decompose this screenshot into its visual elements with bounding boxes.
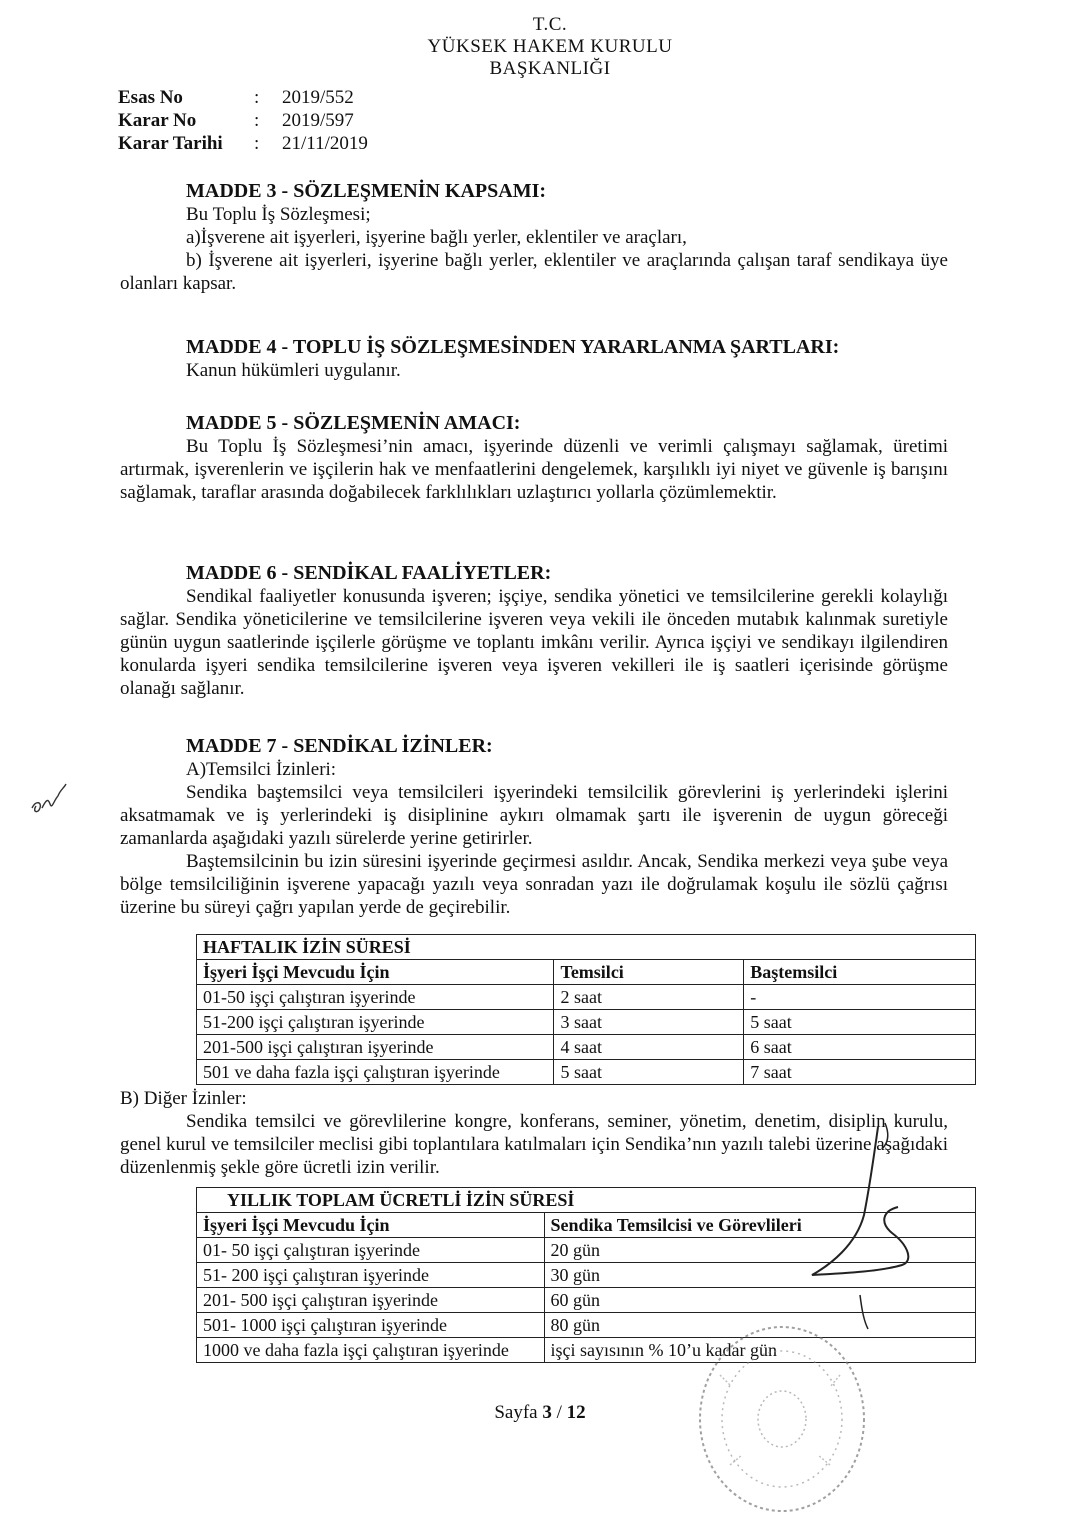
table-cell: - <box>744 985 976 1010</box>
article-5 <box>120 412 948 504</box>
annual-paid-leave-table-title: YILLIK TOPLAM ÜCRETLİ İZİN SÜRESİ <box>197 1188 976 1213</box>
table-row <box>197 1238 976 1263</box>
meta-colon: : <box>254 133 260 154</box>
decision-number-row <box>118 109 368 132</box>
total-pages: 12 <box>566 1402 586 1423</box>
table-row <box>197 1035 976 1060</box>
annual-paid-leave-table <box>196 1187 976 1363</box>
weekly-leave-table <box>196 934 976 1085</box>
table-header-cell: İşyeri İşçi Mevcudu İçin <box>197 960 554 985</box>
article-6-title: MADDE 6 - SENDİKAL FAALİYETLER: <box>186 562 552 584</box>
table-cell: 7 saat <box>744 1060 976 1085</box>
table-cell: 60 gün <box>544 1288 975 1313</box>
decision-date-row <box>118 132 368 155</box>
table-header-cell: Baştemsilci <box>744 960 976 985</box>
table-cell: 01- 50 işçi çalıştıran işyerinde <box>197 1238 545 1263</box>
table-row <box>197 1338 976 1363</box>
table-cell: 3 saat <box>554 1010 744 1035</box>
header-tc: T.C. <box>532 14 568 35</box>
table-cell: işçi sayısının % 10’u kadar gün <box>544 1338 975 1363</box>
article-7-section-b <box>120 1087 948 1179</box>
page-number-separator: / <box>551 1402 567 1423</box>
case-number-value: 2019/552 <box>282 87 354 108</box>
decision-date-value: 21/11/2019 <box>282 133 368 154</box>
page-number-prefix: Sayfa <box>494 1402 543 1423</box>
meta-colon: : <box>254 110 260 131</box>
article-4 <box>120 336 948 382</box>
table-row <box>197 1313 976 1338</box>
document-header <box>360 14 740 80</box>
article-7 <box>120 735 948 919</box>
case-number-row <box>118 86 368 109</box>
table-title-row <box>197 1188 976 1213</box>
table-cell: 30 gün <box>544 1263 975 1288</box>
table-row <box>197 1060 976 1085</box>
table-row <box>197 1263 976 1288</box>
table-cell: 501 ve daha fazla işçi çalıştıran işyerinde <box>197 1060 554 1085</box>
table-header-cell: Sendika Temsilcisi ve Görevlileri <box>544 1213 975 1238</box>
article-7-section-a-paragraph-2: Baştemsilcinin bu izin süresini işyerinde geçirmesi asıldır. Ancak, Sendika merkezi veya şube veya bölge temsilciliğinin işverene yapacağı yazılı veya sonradan yazı ile doğrulamak koşulu ile sözlü çağrısı üzerine bu süreyi çağrı yapılan yerde de geçirebilir. <box>120 851 948 918</box>
weekly-leave-table-title: HAFTALIK İZİN SÜRESİ <box>197 935 976 960</box>
case-info <box>118 86 368 155</box>
table-cell: 5 saat <box>554 1060 744 1085</box>
table-cell: 201- 500 işçi çalıştıran işyerinde <box>197 1288 545 1313</box>
article-7-section-a-title: A)Temsilci İzinleri: <box>186 759 337 780</box>
table-header-cell: İşyeri İşçi Mevcudu İçin <box>197 1213 545 1238</box>
current-page: 3 <box>542 1402 552 1423</box>
table-cell: 20 gün <box>544 1238 975 1263</box>
table-cell: 5 saat <box>744 1010 976 1035</box>
page-number <box>0 1402 1080 1424</box>
article-3-line-3: b) İşverene ait işyerleri, işyerine bağlı yerler, eklentiler ve araçlarında çalışan taraf sendikaya üye olanları kapsar. <box>120 250 948 294</box>
decision-date-label: Karar Tarihi <box>118 133 223 154</box>
table-cell: 2 saat <box>554 985 744 1010</box>
meta-colon: : <box>254 87 260 108</box>
table-cell: 201-500 işçi çalıştıran işyerinde <box>197 1035 554 1060</box>
article-4-line-1: Kanun hükümleri uygulanır. <box>186 360 401 381</box>
table-cell: 01-50 işçi çalıştıran işyerinde <box>197 985 554 1010</box>
table-cell: 51-200 işçi çalıştıran işyerinde <box>197 1010 554 1035</box>
table-cell: 6 saat <box>744 1035 976 1060</box>
table-cell: 1000 ve daha fazla işçi çalıştıran işyerinde <box>197 1338 545 1363</box>
table-header-row <box>197 1213 976 1238</box>
article-5-text: Bu Toplu İş Sözleşmesi’nin amacı, işyerinde düzenli ve verimli çalışmayı sağlamak, üretimi artırmak, işverenlerin ve işçilerin hak ve menfaatlerini dengelemek, karşılıklı iyi niyet ve güvenle iş barışını sağlamak, taraflar arasında doğabilecek farklılıkları uzlaştırıcı yollarla çözümlemektir. <box>120 436 948 503</box>
table-header-cell: Temsilci <box>554 960 744 985</box>
decision-number-label: Karar No <box>118 110 197 131</box>
handwritten-initials-icon <box>28 778 72 818</box>
table-cell: 80 gün <box>544 1313 975 1338</box>
decision-number-value: 2019/597 <box>282 110 354 131</box>
article-3-title: MADDE 3 - SÖZLEŞMENİN KAPSAMI: <box>186 180 547 202</box>
article-5-title: MADDE 5 - SÖZLEŞMENİN AMACI: <box>186 412 521 434</box>
article-6 <box>120 562 948 700</box>
article-3-line-2: a)İşverene ait işyerleri, işyerine bağlı yerler, eklentiler ve araçları, <box>186 227 687 248</box>
article-7-section-b-paragraph: Sendika temsilci ve görevlilerine kongre, konferans, seminer, yönetim, denetim, disiplin kurulu, genel kurul ve temsilciler meclisi gibi toplantılara katılmaları için Sendika’nın yazılı talebi üzerine aşağıdaki düzenlenmiş şekle göre ücretli izin verilir. <box>120 1111 948 1178</box>
table-header-row <box>197 960 976 985</box>
table-cell: 4 saat <box>554 1035 744 1060</box>
table-cell: 501- 1000 işçi çalıştıran işyerinde <box>197 1313 545 1338</box>
table-title-row <box>197 935 976 960</box>
table-row <box>197 1010 976 1035</box>
article-6-text: Sendikal faaliyetler konusunda işveren; işçiye, sendika yönetici ve temsilcilerine gerekli kolaylığı sağlar. Sendika yöneticilerine ve temsilcilerine işveren veya vekili ile önceden mutabık kalınmak suretiyle günün uygun saatlerinde işçilerle görüşme ve toplantı imkânı verilir. Ayrıca işçiyi ve sendikayı ilgilendiren konularda işyeri sendika temsilcilerine işveren veya işveren vekilleri ile iş saatleri içerisinde görüşme olanağı sağlanır. <box>120 586 948 699</box>
table-row <box>197 985 976 1010</box>
article-3-line-1: Bu Toplu İş Sözleşmesi; <box>186 204 371 225</box>
article-3 <box>120 180 948 295</box>
table-cell: 51- 200 işçi çalıştıran işyerinde <box>197 1263 545 1288</box>
table-row <box>197 1288 976 1313</box>
article-4-title: MADDE 4 - TOPLU İŞ SÖZLEŞMESİNDEN YARARLANMA ŞARTLARI: <box>186 336 840 358</box>
header-institution: YÜKSEK HAKEM KURULU <box>427 36 673 57</box>
header-department: BAŞKANLIĞI <box>489 58 611 79</box>
case-number-label: Esas No <box>118 87 183 108</box>
article-7-section-b-title: B) Diğer İzinler: <box>120 1088 247 1109</box>
article-7-section-a-paragraph-1: Sendika baştemsilci veya temsilcileri işyerindeki temsilcilik görevlerini iş yerlerindeki işlerini aksatmamak ve iş yerlerindeki iş disiplinine aykırı olmamak şartı ile işverenin de uygun göreceği zamanlarda aşağıdaki yazılı sürelerde yerine getirirler. <box>120 782 948 849</box>
article-7-title: MADDE 7 - SENDİKAL İZİNLER: <box>186 735 493 757</box>
